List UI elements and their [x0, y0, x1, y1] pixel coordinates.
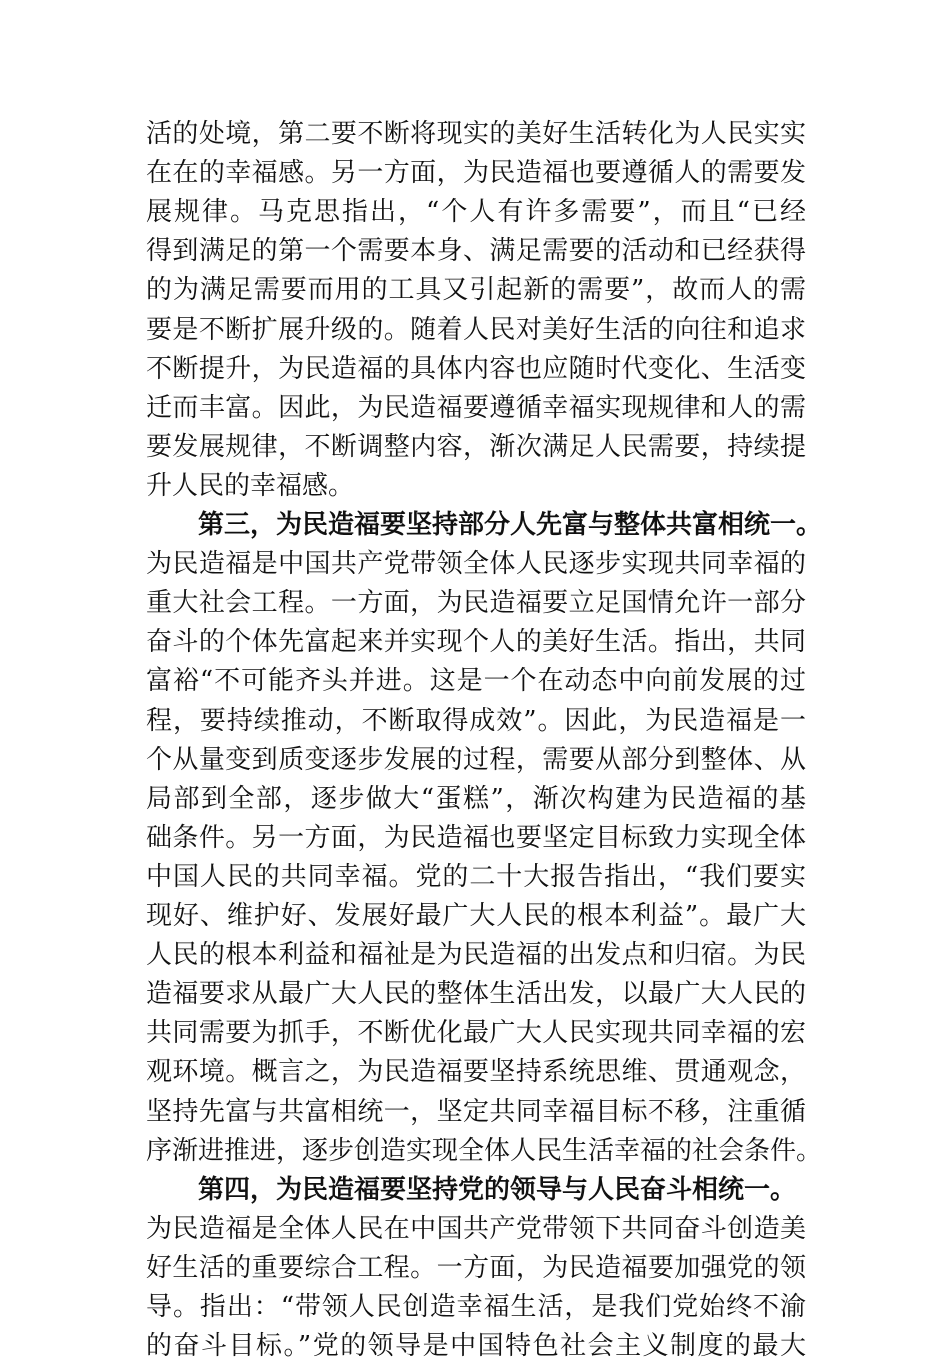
text-line: 升人民的幸福感。	[146, 470, 355, 501]
text-line: 迁而丰富。因此，为民造福要遵循幸福实现规律和人的需	[146, 392, 806, 423]
text-line: 活的处境，第二要不断将现实的美好生活转化为人民实实	[146, 119, 806, 149]
text-line: 础条件。另一方面，为民造福也要坚定目标致力实现全体	[146, 822, 806, 853]
text-line: 造福要求从最广大人民的整体生活出发，以最广大人民的	[146, 979, 806, 1010]
text-line: 个从量变到质变逐步发展的过程，需要从部分到整体、从	[146, 744, 806, 775]
text-line: 局部到全部，逐步做大“蛋糕”，渐次构建为民造福的基	[146, 783, 806, 814]
text-line: 程，要持续推动，不断取得成效”。因此，为民造福是一	[146, 705, 806, 736]
text-line: 的奋斗目标。”党的领导是中国特色社会主义制度的最大	[146, 1331, 806, 1362]
text-line: 人民的根本利益和福祉是为民造福的出发点和归宿。为民	[146, 940, 806, 971]
text-line: 的为满足需要而用的工具又引起新的需要”，故而人的需	[146, 275, 806, 306]
text-line: 中国人民的共同幸福。党的二十大报告指出，“我们要实	[146, 861, 806, 892]
text-line: 不断提升，为民造福的具体内容也应随时代变化、生活变	[146, 353, 806, 384]
text-line: 要发展规律，不断调整内容，渐次满足人民需要，持续提	[146, 431, 806, 462]
text-line: 现好、维护好、发展好最广大人民的根本利益”。最广大	[146, 901, 806, 931]
text-line: 导。指出：“带领人民创造幸福生活，是我们党始终不渝	[146, 1292, 806, 1322]
text-line: 好生活的重要综合工程。一方面，为民造福要加强党的领	[146, 1252, 806, 1283]
section-heading-line: 第三，为民造福要坚持部分人先富与整体共富相统一。	[198, 510, 823, 540]
text-line: 序渐进推进，逐步创造实现全体人民生活幸福的社会条件。	[146, 1135, 823, 1166]
text-line: 观环境。概言之，为民造福要坚持系统思维、贯通观念，	[146, 1057, 806, 1088]
text-line: 共同需要为抓手，不断优化最广大人民实现共同幸福的宏	[146, 1018, 806, 1049]
text-line: 得到满足的第一个需要本身、满足需要的活动和已经获得	[146, 236, 806, 267]
text-line: 重大社会工程。一方面，为民造福要立足国情允许一部分	[146, 588, 806, 619]
text-line: 展规律。马克思指出，“个人有许多需要”，而且“已经	[146, 197, 806, 228]
text-line: 坚持先富与共富相统一，坚定共同幸福目标不移，注重循	[146, 1096, 806, 1127]
text-line: 富裕“不可能齐头并进。这是一个在动态中向前发展的过	[146, 666, 806, 697]
text-line: 要是不断扩展升级的。随着人民对美好生活的向往和追求	[146, 314, 806, 345]
text-line: 为民造福是全体人民在中国共产党带领下共同奋斗创造美	[146, 1213, 806, 1244]
text-line: 奋斗的个体先富起来并实现个人的美好生活。指出，共同	[146, 627, 806, 658]
section-heading-line: 第四，为民造福要坚持党的领导与人民奋斗相统一。	[198, 1174, 797, 1205]
text-line: 在在的幸福感。另一方面，为民造福也要遵循人的需要发	[146, 158, 806, 189]
text-line: 为民造福是中国共产党带领全体人民逐步实现共同幸福的	[146, 549, 806, 580]
